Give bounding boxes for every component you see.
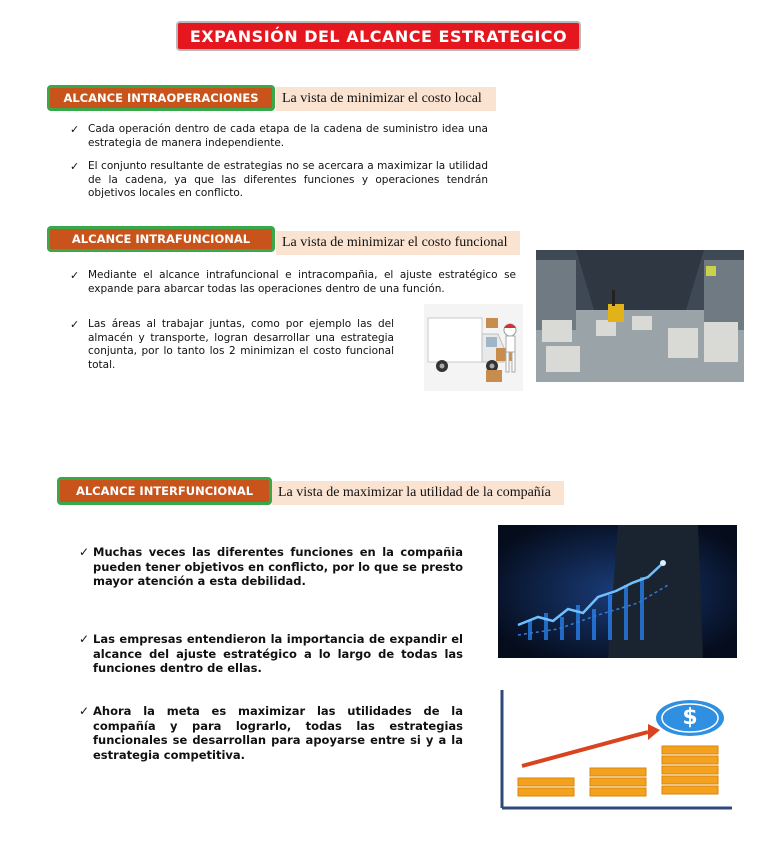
bullet-item xyxy=(79,545,463,589)
bullet-text: Mediante el alcance intrafuncional e intracompañia, el ajuste estratégico se expande para abarcar todas las operaciones dentro de una función. xyxy=(88,269,516,295)
bullet-item xyxy=(70,123,488,150)
section-tag-label: ALCANCE INTRAFUNCIONAL xyxy=(71,232,251,246)
section-subtitle-text: La vista de minimizar el costo local xyxy=(282,91,482,106)
section-tag-intraoperaciones xyxy=(47,85,275,111)
check-icon: ✓ xyxy=(79,545,90,559)
check-icon: ✓ xyxy=(70,269,80,282)
warehouse-photo xyxy=(536,250,744,382)
section-tag-label: ALCANCE INTERFUNCIONAL xyxy=(75,484,254,498)
delivery-truck-illustration xyxy=(424,304,523,391)
truck-icon xyxy=(424,304,523,391)
bullet-text: Ahora la meta es maximizar las utilidades de la compañía y para lograrlo, todas las estrategias funcionales se desarrollan para apoyarse entre si y a la estrategia competitiva. xyxy=(93,704,463,762)
section-tag-label: ALCANCE INTRAOPERACIONES xyxy=(63,91,259,105)
bullet-text: Las áreas al trabajar juntas, como por ejemplo las del almacén y transporte, logran desarrollar una estrategia conjunta, por lo tanto los 2 minimizan el costo funcional total. xyxy=(88,318,394,371)
check-icon: ✓ xyxy=(79,704,90,718)
check-icon: ✓ xyxy=(70,160,80,173)
bullet-text: El conjunto resultante de estrategias no se acercara a maximizar la utilidad de la cadena, ya que las diferentes funciones y operaciones tendrán objetivos locales en conflicto. xyxy=(88,160,488,199)
page-title-text: EXPANSIÓN DEL ALCANCE ESTRATEGICO xyxy=(189,26,568,46)
section-tag-interfuncional xyxy=(57,477,272,505)
check-icon: ✓ xyxy=(70,318,80,331)
bullet-text: Muchas veces las diferentes funciones en la compañia pueden tener objetivos en conflicto, por lo que se presto mayor atención a esta debilidad. xyxy=(93,545,463,588)
check-icon: ✓ xyxy=(70,123,80,136)
coins-dollar-illustration xyxy=(498,688,736,812)
section-subtitle-intrafuncional xyxy=(276,231,520,255)
bullet-text: Cada operación dentro de cada etapa de la cadena de suministro idea una estrategia de manera independiente. xyxy=(88,123,488,149)
bullet-item xyxy=(70,160,488,201)
bullet-text: Las empresas entendieron la importancia de expandir el alcance del ajuste estratégico a lo largo de todas las funciones dentro de ellas. xyxy=(93,632,463,675)
bullet-item xyxy=(70,318,394,372)
bullet-item xyxy=(70,269,516,296)
warehouse-icon xyxy=(536,250,744,382)
section-subtitle-interfuncional xyxy=(272,481,564,505)
growth-chart-photo xyxy=(498,525,737,658)
trend-chart-icon xyxy=(498,525,737,658)
page-title xyxy=(176,21,581,51)
section-subtitle-text: La vista de minimizar el costo funcional xyxy=(282,235,508,250)
bullet-item xyxy=(79,704,463,762)
section-subtitle-text: La vista de maximizar la utilidad de la compañía xyxy=(278,485,551,500)
section-tag-intrafuncional xyxy=(47,226,275,252)
dollar-icon: $ xyxy=(682,705,698,730)
section-subtitle-intraoperaciones xyxy=(276,87,496,111)
bullet-item xyxy=(79,632,463,676)
check-icon: ✓ xyxy=(79,632,90,646)
